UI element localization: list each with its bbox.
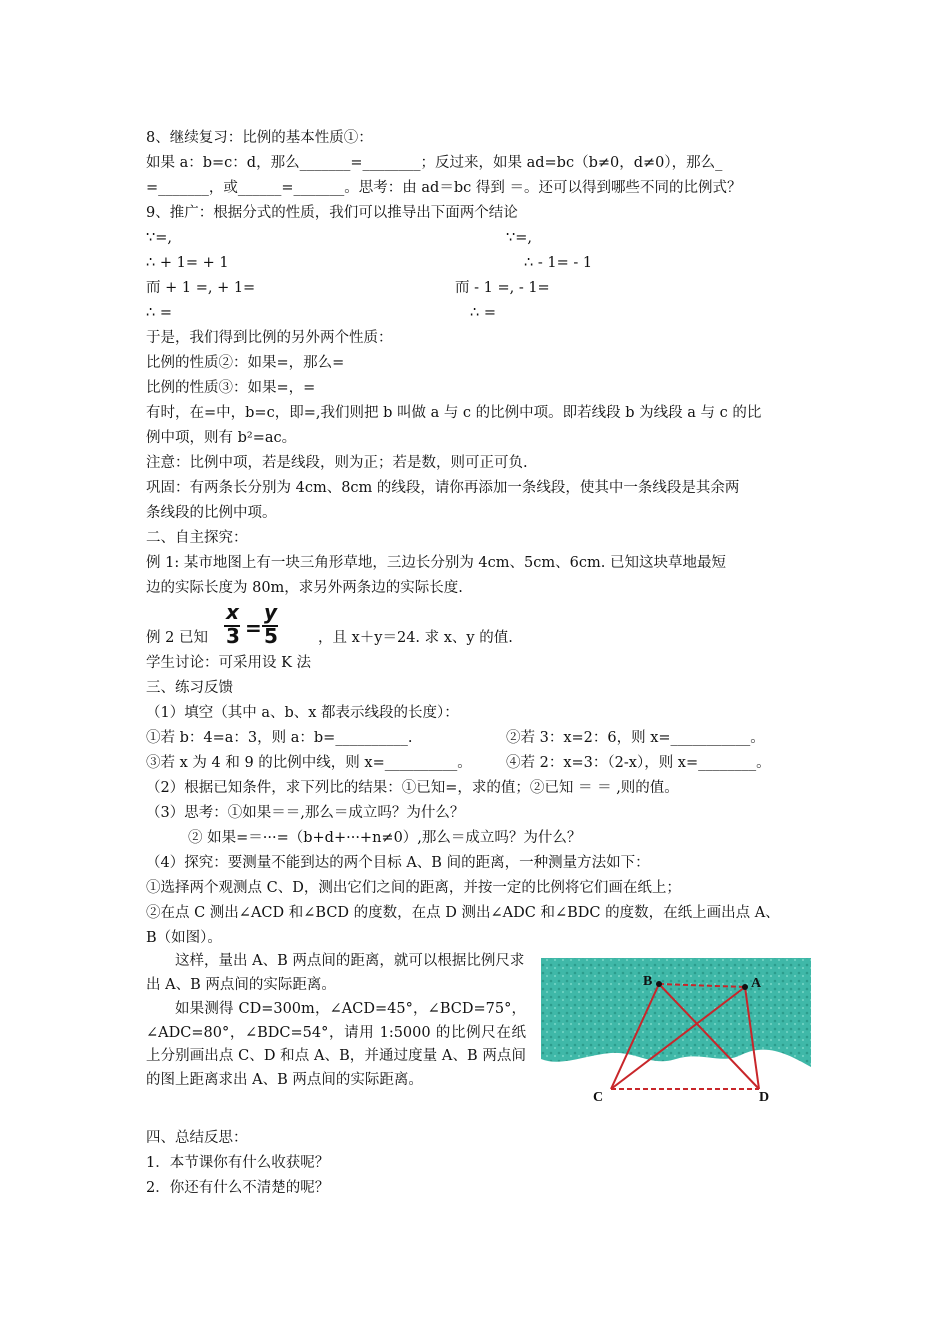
- example-1: 例 1: 某市地图上有一块三角形草地，三边长分别为 4cm、5cm、6cm. 已知这块草地最短: [146, 555, 726, 571]
- section-heading: 四、总结反思：: [146, 1130, 248, 1146]
- text-line: 有时，在=中，b=c，即=,我们则把 b 叫做 a 与 c 的比例中项。即若线段 b 为线段 a 与 c 的比: [146, 405, 762, 421]
- text-line: 2．你还有什么不清楚的呢？: [146, 1180, 330, 1196]
- exercise-item: ④若 2：x=3：（2-x），则 x=________。: [506, 755, 771, 771]
- paragraph: 如果测得 CD=300m，∠ACD=45°，∠BCD=75°，∠ADC=80°，∠BDC=54°，请用 1:5000 的比例尺在纸上分别画出点 C、D 和点 A、B，并通过度量 A、B 两点间的图上距离求出 A、B 两点间的实际距离。: [146, 1001, 526, 1088]
- text-line: 条线段的比例中项。: [146, 505, 277, 521]
- text-line: ∴ + 1= + 1: [146, 255, 229, 271]
- section-heading: 二、自主探究：: [146, 530, 248, 546]
- exercise-item: ③若 x 为 4 和 9 的比例中线，则 x=__________。: [146, 755, 472, 771]
- text-line: （2）根据已知条件，求下列比的结果：①已知=，求的值；②已知 ＝ ＝ ,则的值。: [146, 780, 679, 796]
- generalize-heading: 9、推广：根据分式的性质，我们可以推导出下面两个结论: [146, 205, 518, 221]
- text-line: 而 - 1 =, - 1=: [455, 280, 550, 296]
- label-b: B: [643, 974, 653, 989]
- text-line: =_______，或______=_______。思考：由 ad＝bc 得到 ＝。还可以得到哪些不同的比例式？: [146, 180, 742, 196]
- text-line: ∴ =: [470, 305, 496, 321]
- label-c: C: [593, 1090, 604, 1105]
- text-line: 边的实际长度为 80m，求另外两条边的实际长度.: [146, 580, 463, 596]
- text-line: 如果 a：b=c：d，那么_______=________；反过来，如果 ad=bc（b≠0，d≠0），那么_: [146, 155, 723, 171]
- note-line: 注意：比例中项，若是线段，则为正；若是数，则可正可负.: [146, 455, 528, 471]
- example-2-label: 例 2 已知: [146, 630, 208, 646]
- text-line: （4）探究：要测量不能到达的两个目标 A、B 间的距离，一种测量方法如下：: [146, 855, 650, 871]
- text-line: ∴ =: [146, 305, 172, 321]
- fraction-numerator-x: x: [226, 600, 239, 624]
- text-line: 巩固：有两条长分别为 4cm、8cm 的线段，请你再添加一条线段，使其中一条线段是其余两: [146, 480, 740, 496]
- label-d: D: [759, 1090, 770, 1105]
- text-line: 学生讨论：可采用设 K 法: [146, 655, 312, 671]
- paragraph: 这样，量出 A、B 两点间的距离，就可以根据比例尺求出 A、B 两点间的实际距离。: [146, 953, 525, 993]
- text-line: 而 + 1 =, + 1=: [146, 280, 256, 296]
- point-a: [742, 984, 748, 990]
- text-line: （1）填空（其中 a、b、x 都表示线段的长度）：: [146, 705, 459, 721]
- text-line: 于是，我们得到比例的另外两个性质：: [146, 330, 393, 346]
- label-a: A: [751, 976, 762, 991]
- text-line: 1．本节课你有什么收获呢？: [146, 1155, 330, 1171]
- water-area: [541, 958, 811, 1067]
- text-line: （3）思考：①如果＝＝,那么＝成立吗？为什么？: [146, 805, 465, 821]
- section-heading: 三、练习反馈: [146, 680, 233, 696]
- property-3: 比例的性质③：如果=，=: [146, 380, 316, 396]
- text-line: ∴ - 1= - 1: [524, 255, 593, 271]
- text-line: ①选择两个观测点 C、D，测出它们之间的距离，并按一定的比例将它们画在纸上；: [146, 880, 681, 896]
- review-heading: 8、继续复习：比例的基本性质①：: [146, 130, 373, 146]
- text-line: ②在点 C 测出∠ACD 和∠BCD 的度数，在点 D 测出∠ADC 和∠BDC 的度数，在纸上画出点 A、: [146, 905, 780, 921]
- text-line: ，且 x＋y＝24. 求 x、y 的值.: [318, 630, 513, 646]
- text-line: ② 如果=＝···=（b+d+···+n≠0）,那么＝成立吗？为什么？: [188, 830, 582, 846]
- text-line: ∵=,: [506, 230, 532, 246]
- property-2: 比例的性质②：如果=，那么=: [146, 355, 345, 371]
- text-line: ∵=,: [146, 230, 172, 246]
- fraction-denominator-5: 5: [264, 624, 278, 648]
- fraction-numerator-y: y: [264, 600, 278, 624]
- text-line: 例中项，则有 b²=ac。: [146, 430, 297, 446]
- text-line: B（如图）。: [146, 930, 222, 946]
- point-b: [656, 981, 662, 987]
- exercise-item: ①若 b：4=a：3，则 a：b=__________.: [146, 730, 413, 746]
- exercise-item: ②若 3：x=2：6，则 x=___________。: [506, 730, 765, 746]
- measurement-figure: [541, 955, 811, 1105]
- fraction-equals: =: [245, 616, 262, 640]
- fraction-denominator-3: 3: [226, 624, 240, 648]
